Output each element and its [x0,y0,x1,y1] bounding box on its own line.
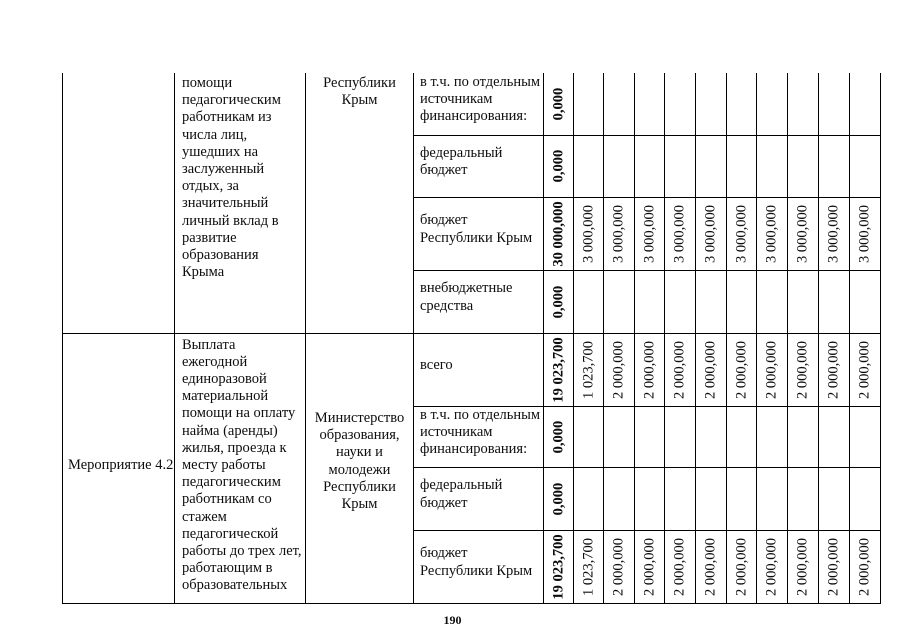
year-amount-cell [819,406,850,467]
year-amount: 3 000,000 [794,204,811,263]
year-amount: 2 000,000 [641,340,657,399]
year-amount-cell [635,530,665,603]
year-amount-cell [757,467,788,530]
year-amount: 3 000,000 [702,204,719,263]
year-amount-cell [727,333,757,406]
page-number: 190 [443,613,462,627]
year-amount-cell [788,73,819,135]
table-row [63,333,881,406]
year-amount-cell [696,73,727,135]
year-amount-cell [757,333,788,406]
year-amount: 3 000,000 [641,204,657,263]
year-amount-cell [665,530,696,603]
year-amount: 2 000,000 [763,340,780,399]
year-amount: 3 000,000 [733,204,749,263]
year-amount: 2 000,000 [610,537,627,596]
total-amount-cell [544,270,574,333]
total-amount: 0,000 [550,87,566,121]
total-amount: 0,000 [550,149,566,183]
funding-source-cell: внебюджетные средства [414,270,544,333]
year-amount: 1 023,700 [580,340,596,399]
year-amount-cell [574,73,604,135]
total-amount-cell [544,467,574,530]
funding-source-cell: в т.ч. по отдельным источникам финансирования: [414,73,544,135]
funding-source-cell: федеральный бюджет [414,135,544,197]
year-amount-cell [635,270,665,333]
year-amount-cell [788,530,819,603]
year-amount-cell [665,467,696,530]
year-amount-cell [574,467,604,530]
year-amount-cell [696,467,727,530]
year-amount: 2 000,000 [794,340,811,399]
year-amount-cell [757,270,788,333]
year-amount-cell [819,530,850,603]
year-amount-cell [788,333,819,406]
year-amount: 2 000,000 [733,340,749,399]
year-amount-cell [574,197,604,270]
year-amount: 1 023,700 [580,537,596,596]
total-amount-cell [544,135,574,197]
year-amount-cell [850,333,881,406]
year-amount-cell [727,135,757,197]
total-amount-cell [544,333,574,406]
year-amount-cell [757,73,788,135]
year-amount-cell [819,197,850,270]
year-amount-cell [819,333,850,406]
year-amount-cell [757,530,788,603]
funding-source-cell: бюджет Республики Крым [414,197,544,270]
year-amount-cell [696,406,727,467]
year-amount-cell [850,406,881,467]
year-amount: 2 000,000 [763,537,780,596]
year-amount-cell [635,135,665,197]
year-amount: 2 000,000 [856,340,873,399]
year-amount-cell [635,197,665,270]
year-amount-cell [665,197,696,270]
year-amount-cell [635,333,665,406]
year-amount-cell [819,135,850,197]
funding-source-cell: в т.ч. по отдельным источникам финансирования: [414,406,544,467]
year-amount-cell [788,135,819,197]
total-amount: 0,000 [550,420,566,453]
year-amount-cell [665,270,696,333]
year-amount-cell [604,467,635,530]
executor-cell: Министерство образования, науки и молодежи Республики Крым [306,333,414,603]
year-amount-cell [604,406,635,467]
year-amount-cell [850,270,881,333]
year-amount: 2 000,000 [671,340,688,399]
year-amount-cell [850,197,881,270]
year-amount-cell [635,73,665,135]
year-amount: 2 000,000 [610,340,627,399]
year-amount: 3 000,000 [610,204,627,263]
total-amount-cell [544,197,574,270]
year-amount-cell [850,73,881,135]
year-amount: 3 000,000 [763,204,780,263]
measure-cell: Мероприятие 4.2 [63,333,175,603]
year-amount-cell [788,406,819,467]
year-amount-cell [604,333,635,406]
funding-source-cell: федеральный бюджет [414,467,544,530]
total-amount: 0,000 [550,482,566,515]
total-amount-cell [544,406,574,467]
year-amount-cell [696,333,727,406]
total-amount-cell [544,530,574,603]
funding-source-cell: всего [414,333,544,406]
year-amount-cell [788,197,819,270]
year-amount: 3 000,000 [580,204,596,263]
year-amount-cell [757,135,788,197]
measure-description: помощи педагогическим работникам из числа лиц, ушедших на заслуженный отдых, за значительный личный вклад в развитие образования Крыма [175,73,306,333]
year-amount-cell [696,270,727,333]
year-amount-cell [604,270,635,333]
year-amount-cell [696,135,727,197]
year-amount-cell [727,530,757,603]
year-amount-cell [727,73,757,135]
year-amount-cell [604,197,635,270]
year-amount: 2 000,000 [671,537,688,596]
year-amount-cell [757,406,788,467]
measure-description: Выплата ежегодной единоразовой материальной помощи на оплату найма (аренды) жилья, проезда к месту работы педагогическим работникам со стажем педагогической работы до трех лет, работающим в образовательных [175,333,306,603]
budget-table [62,73,881,604]
year-amount-cell [665,73,696,135]
year-amount: 3 000,000 [856,204,873,263]
year-amount: 3 000,000 [825,204,842,263]
year-amount-cell [635,467,665,530]
year-amount-cell [819,73,850,135]
total-amount: 19 023,700 [550,336,566,403]
year-amount-cell [665,135,696,197]
total-amount-cell [544,73,574,135]
year-amount-cell [727,197,757,270]
year-amount: 2 000,000 [733,537,749,596]
year-amount-cell [788,467,819,530]
year-amount-cell [696,530,727,603]
year-amount-cell [604,530,635,603]
year-amount-cell [574,270,604,333]
year-amount-cell [665,406,696,467]
year-amount-cell [604,135,635,197]
year-amount-cell [727,270,757,333]
year-amount-cell [819,270,850,333]
year-amount: 3 000,000 [671,204,688,263]
table-row [63,73,881,135]
year-amount-cell [574,406,604,467]
year-amount-cell [696,197,727,270]
year-amount-cell [757,197,788,270]
year-amount-cell [788,270,819,333]
executor-cell: Республики Крым [306,73,414,333]
total-amount: 30 000,000 [550,200,566,267]
funding-source-cell: бюджет Республики Крым [414,530,544,603]
year-amount-cell [574,530,604,603]
year-amount-cell [819,467,850,530]
total-amount: 0,000 [550,285,566,318]
year-amount-cell [850,135,881,197]
measure-cell [63,73,175,333]
total-amount: 19 023,700 [550,533,566,600]
year-amount: 2 000,000 [825,537,842,596]
year-amount: 2 000,000 [825,340,842,399]
year-amount-cell [574,333,604,406]
year-amount: 2 000,000 [856,537,873,596]
year-amount-cell [727,467,757,530]
year-amount: 2 000,000 [641,537,657,596]
year-amount-cell [604,73,635,135]
year-amount: 2 000,000 [794,537,811,596]
year-amount-cell [574,135,604,197]
year-amount: 2 000,000 [702,340,719,399]
year-amount-cell [850,467,881,530]
year-amount-cell [635,406,665,467]
year-amount: 2 000,000 [702,537,719,596]
year-amount-cell [665,333,696,406]
year-amount-cell [727,406,757,467]
year-amount-cell [850,530,881,603]
